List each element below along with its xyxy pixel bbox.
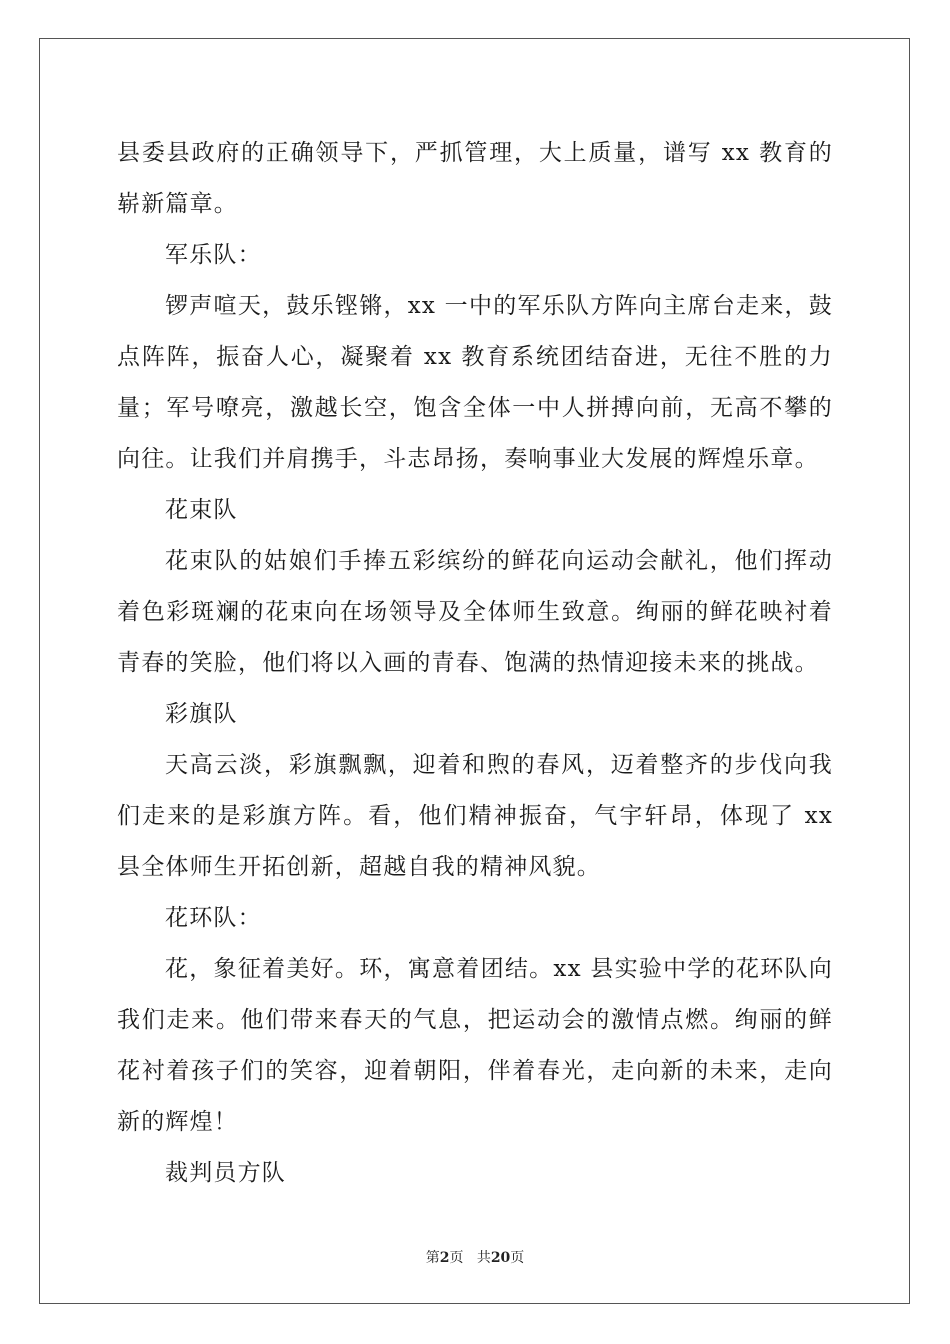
section-heading-flag-team: 彩旗队 [165,701,238,727]
paragraph: 县委县政府的正确领导下，严抓管理，大上质量，谱写 xx 教育的崭新篇章。 [117,140,833,217]
page-footer [0,1247,950,1267]
footer-total-prefix: 共 [476,1250,491,1266]
paragraph: 花，象征着美好。环，寓意着团结。xx 县实验中学的花环队向我们走来。他们带来春天的气息，把运动会的激情点燃。绚丽的鲜花衬着孩子们的笑容，迎着朝阳，伴着春光，走向新的未来，走向新的辉煌！ [117,956,833,1135]
paragraph: 花束队的姑娘们手捧五彩缤纷的鲜花向运动会献礼，他们挥动着色彩斑斓的花束向在场领导及全体师生致意。绚丽的鲜花映衬着青春的笑脸，他们将以入画的青春、饱满的热情迎接未来的挑战。 [117,548,833,676]
current-page-number: 2 [439,1250,450,1266]
footer-prefix: 第 [425,1250,440,1266]
section-heading-military-band: 军乐队： [165,242,262,268]
section-heading-referee-team: 裁判员方队 [165,1160,286,1186]
footer-total-suffix: 页 [510,1250,525,1266]
section-heading-bouquet-team: 花束队 [165,497,238,523]
total-page-count: 20 [490,1250,511,1266]
footer-page-suffix: 页 [449,1250,464,1266]
document-body [117,128,833,1199]
section-heading-wreath-team: 花环队： [165,905,262,931]
paragraph: 天高云淡，彩旗飘飘，迎着和煦的春风，迈着整齐的步伐向我们走来的是彩旗方阵。看，他们精神振奋，气宇轩昂，体现了 xx 县全体师生开拓创新，超越自我的精神风貌。 [117,752,833,880]
paragraph: 锣声喧天，鼓乐铿锵，xx 一中的军乐队方阵向主席台走来，鼓点阵阵，振奋人心，凝聚着 xx 教育系统团结奋进，无往不胜的力量；军号嘹亮，激越长空，饱含全体一中人拼搏向前，无高不攀的向往。让我们并肩携手，斗志昂扬，奏响事业大发展的辉煌乐章。 [117,293,833,472]
